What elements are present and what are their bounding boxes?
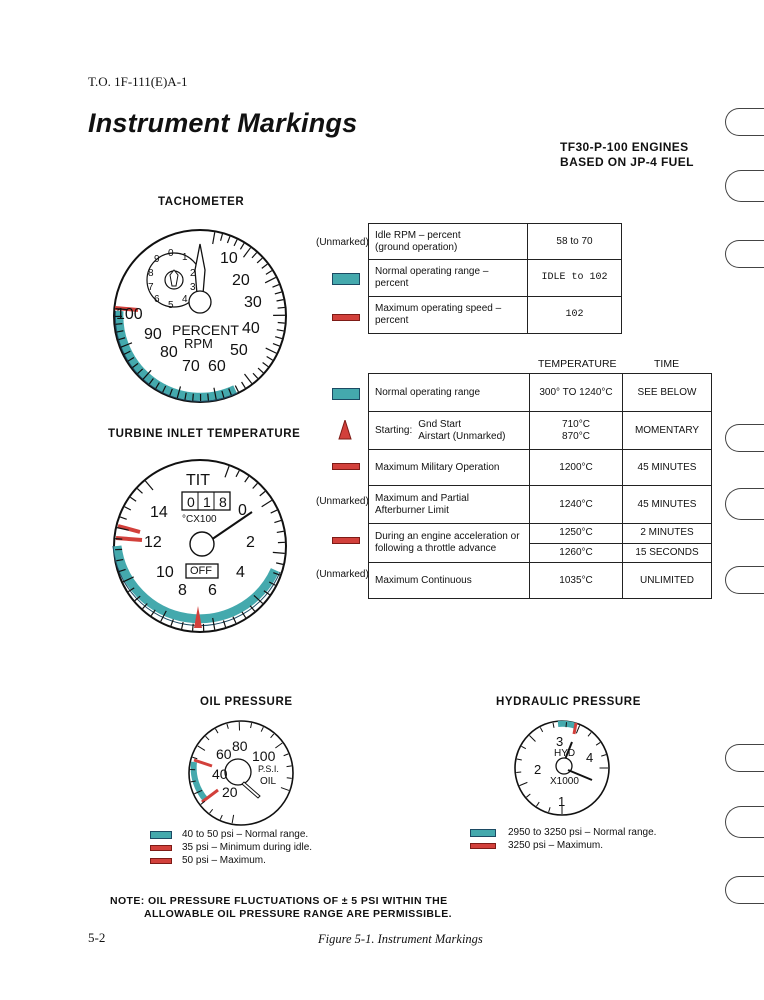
table-row xyxy=(369,524,712,544)
doc-number: T.O. 1F-111(E)A-1 xyxy=(88,74,188,89)
red-line-marker xyxy=(332,463,360,470)
legend-text: 50 psi – Maximum. xyxy=(182,855,266,866)
tach-num: 30 xyxy=(244,294,262,311)
note xyxy=(110,895,452,921)
row-desc: Maximum and Partial xyxy=(375,492,469,504)
tach-num: 50 xyxy=(230,342,248,359)
table-cell: 102 xyxy=(528,297,622,334)
subdial-num: 6 xyxy=(154,294,160,305)
table-cell xyxy=(623,374,712,412)
oil-num: 20 xyxy=(222,784,238,800)
subdial-num: 1 xyxy=(182,252,188,263)
off-flag: OFF xyxy=(190,565,212,577)
tit-dial-labels xyxy=(112,456,292,636)
counter-digit: 0 xyxy=(187,494,195,510)
table-row xyxy=(369,486,712,524)
teal-arc-marker xyxy=(332,388,360,400)
table-cell xyxy=(530,412,623,450)
table-cell xyxy=(369,224,528,260)
hyd-num: 2 xyxy=(534,762,542,777)
red-swatch xyxy=(470,843,496,849)
punch-hole xyxy=(725,806,764,838)
table-cell: 1240°C xyxy=(530,486,623,524)
table-cell: 1260°C xyxy=(530,543,623,563)
tach-num: 70 xyxy=(182,358,200,375)
table-cell: Maximum Military Operation xyxy=(369,450,530,486)
hyd-title: HYDRAULIC PRESSURE xyxy=(496,696,641,708)
subdial-num: 0 xyxy=(168,248,174,259)
oil-psi-label: P.S.I. xyxy=(258,764,279,774)
note-line-1: NOTE: OIL PRESSURE FLUCTUATIONS OF ± 5 PSI WITHIN THE xyxy=(110,895,448,907)
legend-text: 3250 psi – Maximum. xyxy=(508,840,604,851)
table-cell: 1035°C xyxy=(530,563,623,599)
punch-hole xyxy=(725,170,764,202)
legend-item xyxy=(470,826,656,839)
temp-a: 710°C xyxy=(562,418,590,430)
tit-num: 0 xyxy=(238,502,247,519)
legend-item xyxy=(150,841,312,854)
tach-num: 60 xyxy=(208,358,226,375)
table-cell: Normal operating range – percent xyxy=(369,260,528,297)
see-below: SEE BELOW xyxy=(637,386,697,398)
tit-num: 10 xyxy=(156,564,174,581)
legend-text: 2950 to 3250 psi – Normal range. xyxy=(508,827,657,838)
legend-text: 35 psi – Minimum during idle. xyxy=(182,842,313,853)
punch-hole xyxy=(725,488,764,520)
table-cell: 1200°C xyxy=(530,450,623,486)
counter-digit: 1 xyxy=(203,494,211,510)
table-cell: 300° TO 1240°C xyxy=(530,374,623,412)
tit-table xyxy=(368,373,712,599)
subdial-num: 5 xyxy=(168,300,174,311)
oil-num: 80 xyxy=(232,738,248,754)
legend-text: 40 to 50 psi – Normal range. xyxy=(182,829,309,840)
oil-num: 60 xyxy=(216,746,232,762)
temp-b: 870°C xyxy=(562,430,590,442)
page-number: 5-2 xyxy=(88,930,106,945)
tit-num: 6 xyxy=(208,582,217,599)
oil-num: 100 xyxy=(252,748,276,764)
legend-item xyxy=(150,828,312,841)
oil-dial-labels xyxy=(186,718,296,828)
table-cell: 15 SECONDS xyxy=(623,543,712,563)
table-row xyxy=(369,260,622,297)
tit-num: 14 xyxy=(150,504,168,521)
hyd-num: 4 xyxy=(586,750,594,765)
counter-digit: 8 xyxy=(219,494,227,510)
col-temperature: TEMPERATURE xyxy=(538,358,617,370)
tach-rpm-label: RPM xyxy=(184,336,213,351)
teal-arc-marker xyxy=(332,273,360,285)
tach-num: 10 xyxy=(220,250,238,267)
tit-title: TURBINE INLET TEMPERATURE xyxy=(108,428,301,440)
unmarked-label: (Unmarked) xyxy=(316,569,369,580)
tach-num: 100 xyxy=(116,306,143,323)
table-cell: 45 MINUTES xyxy=(623,486,712,524)
row-desc: (ground operation) xyxy=(375,241,458,253)
table-cell: Maximum Continuous xyxy=(369,563,530,599)
tit-num: 12 xyxy=(144,534,162,551)
table-cell: 45 MINUTES xyxy=(623,450,712,486)
punch-hole xyxy=(725,566,764,594)
row-desc: following a throttle advance xyxy=(375,543,497,554)
red-line-marker xyxy=(332,537,360,544)
hyd-num: 3 xyxy=(556,734,564,749)
subdial-num: 7 xyxy=(148,282,154,293)
gnd-start: Gnd Start xyxy=(418,418,462,430)
engine-note xyxy=(560,140,720,170)
table-row xyxy=(369,563,712,599)
table-cell: MOMENTARY xyxy=(623,412,712,450)
starting-label: Starting: xyxy=(375,424,413,436)
legend-item xyxy=(470,839,656,852)
table-row xyxy=(369,224,622,260)
subdial-num: 4 xyxy=(182,294,188,305)
tit-num: 4 xyxy=(236,564,245,581)
punch-hole xyxy=(725,744,764,772)
table-cell xyxy=(369,486,530,524)
punch-hole xyxy=(725,876,764,904)
table-row xyxy=(369,374,712,412)
tachometer-table xyxy=(368,223,622,334)
red-swatch xyxy=(150,845,172,851)
teal-swatch xyxy=(470,829,496,837)
punch-hole xyxy=(725,424,764,452)
tit-num: 8 xyxy=(178,582,187,599)
tit-label: TIT xyxy=(186,472,210,489)
tachometer-title: TACHOMETER xyxy=(158,196,245,208)
table-row xyxy=(369,412,712,450)
table-cell xyxy=(369,524,530,563)
subdial-num: 3 xyxy=(190,282,196,293)
punch-hole xyxy=(725,108,764,136)
hyd-num: 1 xyxy=(558,794,566,809)
tach-num: 80 xyxy=(160,344,178,361)
tach-num: 20 xyxy=(232,272,250,289)
table-cell: 1250°C xyxy=(530,524,623,544)
table-cell: UNLIMITED xyxy=(623,563,712,599)
airstart: Airstart (Unmarked) xyxy=(418,430,506,442)
oil-label: OIL xyxy=(260,776,277,787)
engine-line-2: BASED ON JP-4 FUEL xyxy=(560,155,694,169)
note-line-2: ALLOWABLE OIL PRESSURE RANGE ARE PERMISSIBLE. xyxy=(144,908,452,920)
page-title: Instrument Markings xyxy=(88,108,358,138)
oil-legend xyxy=(150,828,312,867)
tit-num: 2 xyxy=(246,534,255,551)
engine-line-1: TF30-P-100 ENGINES xyxy=(560,140,689,154)
table-cell: Maximum operating speed – percent xyxy=(369,297,528,334)
tach-num: 90 xyxy=(144,326,162,343)
table-cell: 2 MINUTES xyxy=(623,524,712,544)
table-cell: IDLE to 102 xyxy=(528,260,622,297)
col-time: TIME xyxy=(654,358,680,370)
table-cell: Normal operating range xyxy=(369,374,530,412)
row-desc: During an engine acceleration or xyxy=(375,531,520,542)
table-cell xyxy=(369,412,530,450)
tach-num: 40 xyxy=(242,320,260,337)
table-cell: 58 to 70 xyxy=(528,224,622,260)
oil-title: OIL PRESSURE xyxy=(200,696,293,708)
tach-percent-label: PERCENT xyxy=(172,322,239,338)
tachometer-dial-labels xyxy=(110,226,290,406)
subdial-num: 8 xyxy=(148,268,154,279)
subdial-num: 9 xyxy=(154,254,160,265)
unmarked-label: (Unmarked) xyxy=(316,237,369,248)
teal-swatch xyxy=(150,831,172,839)
punch-hole xyxy=(725,240,764,268)
tit-unit: °CX100 xyxy=(182,514,217,525)
row-desc: Afterburner Limit xyxy=(375,504,449,516)
table-row xyxy=(369,450,712,486)
hyd-dial-labels xyxy=(512,718,612,818)
figure-caption: Figure 5-1. Instrument Markings xyxy=(318,932,483,946)
legend-item xyxy=(150,854,312,867)
row-desc: Idle RPM – percent xyxy=(375,229,461,241)
hyd-label: HYD xyxy=(554,748,576,759)
subdial-num: 2 xyxy=(190,268,196,279)
red-swatch xyxy=(150,858,172,864)
oil-num: 40 xyxy=(212,766,228,782)
unmarked-label: (Unmarked) xyxy=(316,496,369,507)
red-triangle-marker xyxy=(338,420,352,440)
hyd-multiplier: X1000 xyxy=(550,776,579,787)
hyd-legend xyxy=(470,826,656,852)
red-line-marker xyxy=(332,314,360,321)
table-row xyxy=(369,297,622,334)
